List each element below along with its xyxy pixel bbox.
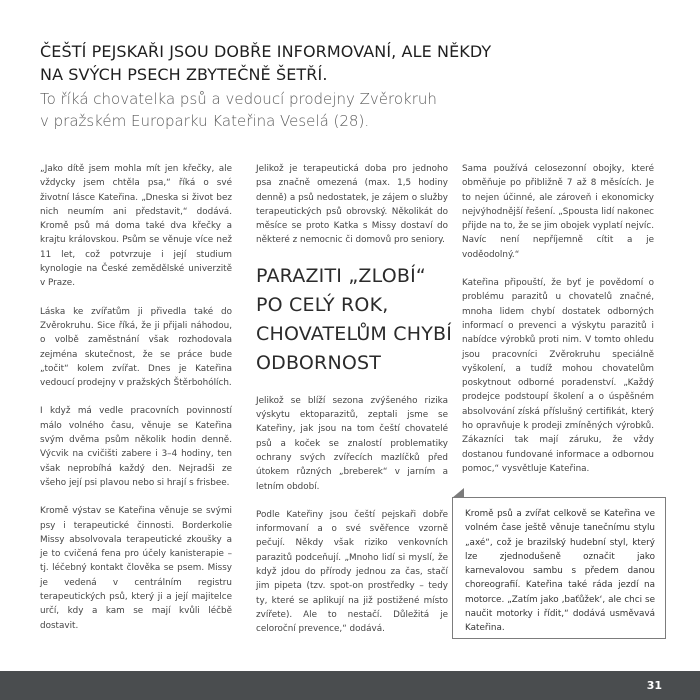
paragraph: „Jako dítě jsem mohla mít jen křečky, ale vždycky jsem chtěla psa,“ říká o své životní lásce Kateřina. „Dneska si život bez nich neumím ani představit,“ dodává. Kromě psů má doma také dva křečky a krajtu královskou. Psům se věnuje více než 11 let, což potvrzuje i její studium kynologie na České zemědělské univerzitě v Praze. [40, 164, 232, 289]
subhead-line-1: To říká chovatelka psů a vedoucí prodejny Zvěrokruh [40, 90, 437, 108]
paragraph: Sama používá celosezonní obojky, které obměňuje po přibližně 7 až 8 měsících. Je to nejen účinné, ale zároveň i ekonomicky nejvýhodnější řešení. „Spousta lidí nakonec přijde na to, že se jim obojek vyplatí nejvíc. Navíc není nepříjemně cítit a je voděodolný.“ [462, 164, 654, 260]
subtitle-line-2: PO CELÝ ROK, [256, 293, 389, 316]
paragraph: Kromě výstav se Kateřina věnuje se svými psy i terapeutické činnosti. Borderkolie Missy absolvovala terapeutické zkoušky a je to cvičená fena pro účely kanisterapie – tj. léčebný kontakt člověka se psem. Missy je vedená v centrálním registru terapeutických psů, který ji a její majitelce určí, kdy a kam se mají kvůli léčbě dostavit. [40, 506, 232, 631]
article-subhead [40, 88, 680, 132]
subtitle-line-1: PARAZITI „ZLOBÍ“ [256, 264, 426, 287]
subtitle-line-3: CHOVATELŮM CHYBÍ [256, 322, 453, 345]
paragraph: Láska ke zvířatům ji přivedla také do Zvěrokruhu. Sice říká, že ji přijali náhodou, o volbě zaměstnání však rozhodovala zejména skutečnost, že se práce bude „točit“ kolem zvířat. Dnes je Kateřina vedoucí prodejny v pražských Štěrbohólích. [40, 306, 232, 389]
headline-line-1: ČEŠTÍ PEJSKAŘI JSOU DOBŘE INFORMOVANÍ, ALE NĚKDY [40, 42, 492, 61]
paragraph: I když má vedle pracovních povinností málo volného času, věnuje se Kateřina svým dvěma psům několik hodin denně. Výcvik na cvičišti zabere i 3–4 hodiny, ten však neprobíhá každý den. Nejradši ze všeho její psi plavou nebo si hrají s frisbee. [40, 406, 232, 488]
paragraph: Jelikož se blíží sezona zvýšeného rizika výskytu ektoparazitů, zeptali jsme se Kateřiny, jak jsou na tom čeští chovatelé psů a koček se znalostí problematiky ochrany svých zvířecích mazlíčků před útokem různých „breberek“ v jarním a letním období. [256, 395, 448, 492]
page-footer [0, 671, 700, 700]
subhead-line-2: v pražském Europarku Kateřina Veselá (28). [40, 112, 370, 130]
text-column-1 [40, 162, 232, 647]
paragraph: Jelikož je terapeutická doba pro jednoho psa značně omezená (max. 1,5 hodiny denně) a psů nedostatek, je zájem o služby terapeutických psů obrovský. Několikát do měsíce se proto Katka s Missy dostaví do některé z nemocnic či domovů pro seniory. [256, 164, 448, 246]
section-subtitle [256, 262, 453, 378]
text-column-3 [462, 162, 654, 490]
article-headline [40, 40, 680, 86]
page-number: 31 [646, 679, 662, 692]
subtitle-line-4: ODBORNOST [256, 351, 382, 374]
paragraph: Kateřina připouští, že byť je povědomí o problému parazitů u chovatelů značné, mnoha lidem chybí dostatek odborných informací o prevenci a výskytu parazitů i nabídce výrobků proti nim. V tomto ohledu jsou pracovníci Zvěrokruhu speciálně vyškolení, a tudíž mohou chovatelům poskytnout odborné poradenství. „Každý prodejce podstoupí školení a o úspěšném absolvování získá příslušný certifikát, který ho opravňuje k prodeji zmíněných výrobků. Zákazníci tak mají záruku, že vždy dostanou fundované informace a odbornou pomoc,“ vysvětluje Kateřina. [462, 278, 654, 474]
headline-line-2: NA SVÝCH PSECH ZBYTEČNĚ ŠETŘÍ. [40, 65, 328, 84]
paragraph: Podle Kateřiny jsou čeští pejskaři dobře informovaní a o své svěřence vzorně pečují. Někdy však riziko venkovních parazitů podceňují. „Mnoho lidí si myslí, že když jdou do přírody jednou za čas, stačí jim pipeta (tzv. spot-on prostředky – tedy ty, které se aplikují na již postižené místo zvířete). Ale to nestačí. Důležitá je celoroční prevence,“ dodává. [256, 509, 448, 635]
text-column-2 [256, 162, 453, 651]
callout-text: Kromě psů a zvířat celkově se Kateřina ve volném čase ještě věnuje tanečnímu stylu „axé“, což je brazilský hudební styl, který lze zjednodušeně označit jako karnevalovou sambu s předem danou choreografií. Kateřina také ráda jezdí na motorce. „Zatím jako ‚baťůžek‘, ale chci se naučit motorky i řídit,“ dodává usměvavá Kateřina. [465, 509, 655, 634]
callout-box [452, 497, 666, 639]
